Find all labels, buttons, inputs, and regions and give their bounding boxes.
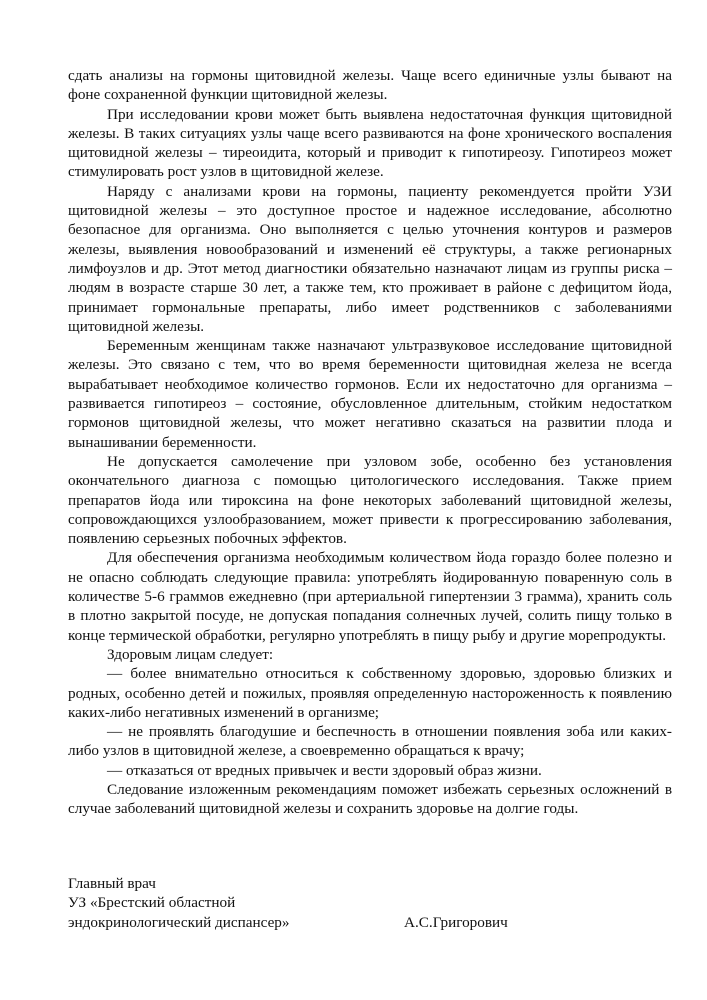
signature-organization: УЗ «Брестский областной xyxy=(68,894,236,912)
paragraph-hormone-tests: сдать анализы на гормоны щитовидной железы. Чаще всего единичные узлы бывают на фоне сохраненной функции щитовидной железы. xyxy=(68,67,672,104)
list-item-lifestyle: — отказаться от вредных привычек и вести здоровый образ жизни. xyxy=(107,761,542,779)
paragraph-iodine-rules: Для обеспечения организма необходимым количеством йода гораздо более полезно и не опасно соблюдать следующие правила: употреблять йодированную поваренную соль в количестве 5-6 граммов ежедневно (при артериальной гипертензии 3 грамма), хранить соль в плотно закрытой посуде, не допуская попадания солнечных лучей, солить пищу только в конце термической обработки, регулярно употреблять в пищу рыбу и другие морепродукты. xyxy=(68,549,672,644)
paragraph-pregnancy: Беременным женщинам также назначают ультразвуковое исследование щитовидной железы. Это связано с тем, что во время беременности щитовидная железа не всегда вырабатывает необходимое количество гормонов. Если их недостаточно для организма – развивается гипотиреоз – состояние, обусловленное длительным, стойким недостатком гормонов щитовидной железы, что может негативно сказаться на развитии плода и вынашивании беременности. xyxy=(68,337,672,451)
signature-organization-cont: эндокринологический диспансер» xyxy=(68,913,290,931)
paragraph-hypothyroidism: При исследовании крови может быть выявлена недостаточная функция щитовидной железы. В таких ситуациях узлы чаще всего развиваются на фоне хронического воспаления щитовидной железы – тиреоидита, который и приводит к гипотиреозу. Гипотиреоз может стимулировать рост узлов в щитовидной железе. xyxy=(68,105,672,181)
signer-name: А.С.Григорович xyxy=(404,913,508,931)
list-item-attention: — более внимательно относиться к собственному здоровью, здоровью близких и родных, особенно детей и пожилых, проявляя определенную настороженность к появлению каких-либо негативных изменений в организме; xyxy=(68,665,672,721)
signature-position: Главный врач xyxy=(68,875,156,892)
list-item-vigilance: — не проявлять благодушие и беспечность в отношении появления зоба или каких-либо узлов в щитовидной железе, а своевременно обращаться к врачу; xyxy=(68,723,672,760)
document-body xyxy=(68,66,672,819)
signature-block xyxy=(68,874,672,932)
paragraph-healthy-persons: Здоровым лицам следует: xyxy=(107,645,274,663)
paragraph-self-treatment: Не допускается самолечение при узловом зобе, особенно без установления окончательного диагноза с помощью цитологического исследования. Также прием препаратов йода или тироксина на фоне некоторых заболеваний щитовидной железы, сопровождающихся узлообразованием, может привести к прогрессированию заболевания, появлению серьезных побочных эффектов. xyxy=(68,452,672,548)
paragraph-ultrasound: Наряду с анализами крови на гормоны, пациенту рекомендуется пройти УЗИ щитовидной железы – это доступное простое и надежное исследование, абсолютно безопасное для организма. Оно выполняется с целью уточнения контуров и размеров железы, выявления новообразований и изменений её структуры, а также регионарных лимфоузлов и др. Этот метод диагностики обязательно назначают лицам из группы риска – людям в возрасте старше 30 лет, а также тем, кто проживает в районе с дефицитом йода, принимает гормональные препараты, либо имеет родственников с заболеваниями щитовидной железы. xyxy=(68,182,672,335)
paragraph-conclusion: Следование изложенным рекомендациям поможет избежать серьезных осложнений в случае заболеваний щитовидной железы и сохранить здоровье на долгие годы. xyxy=(68,780,672,818)
